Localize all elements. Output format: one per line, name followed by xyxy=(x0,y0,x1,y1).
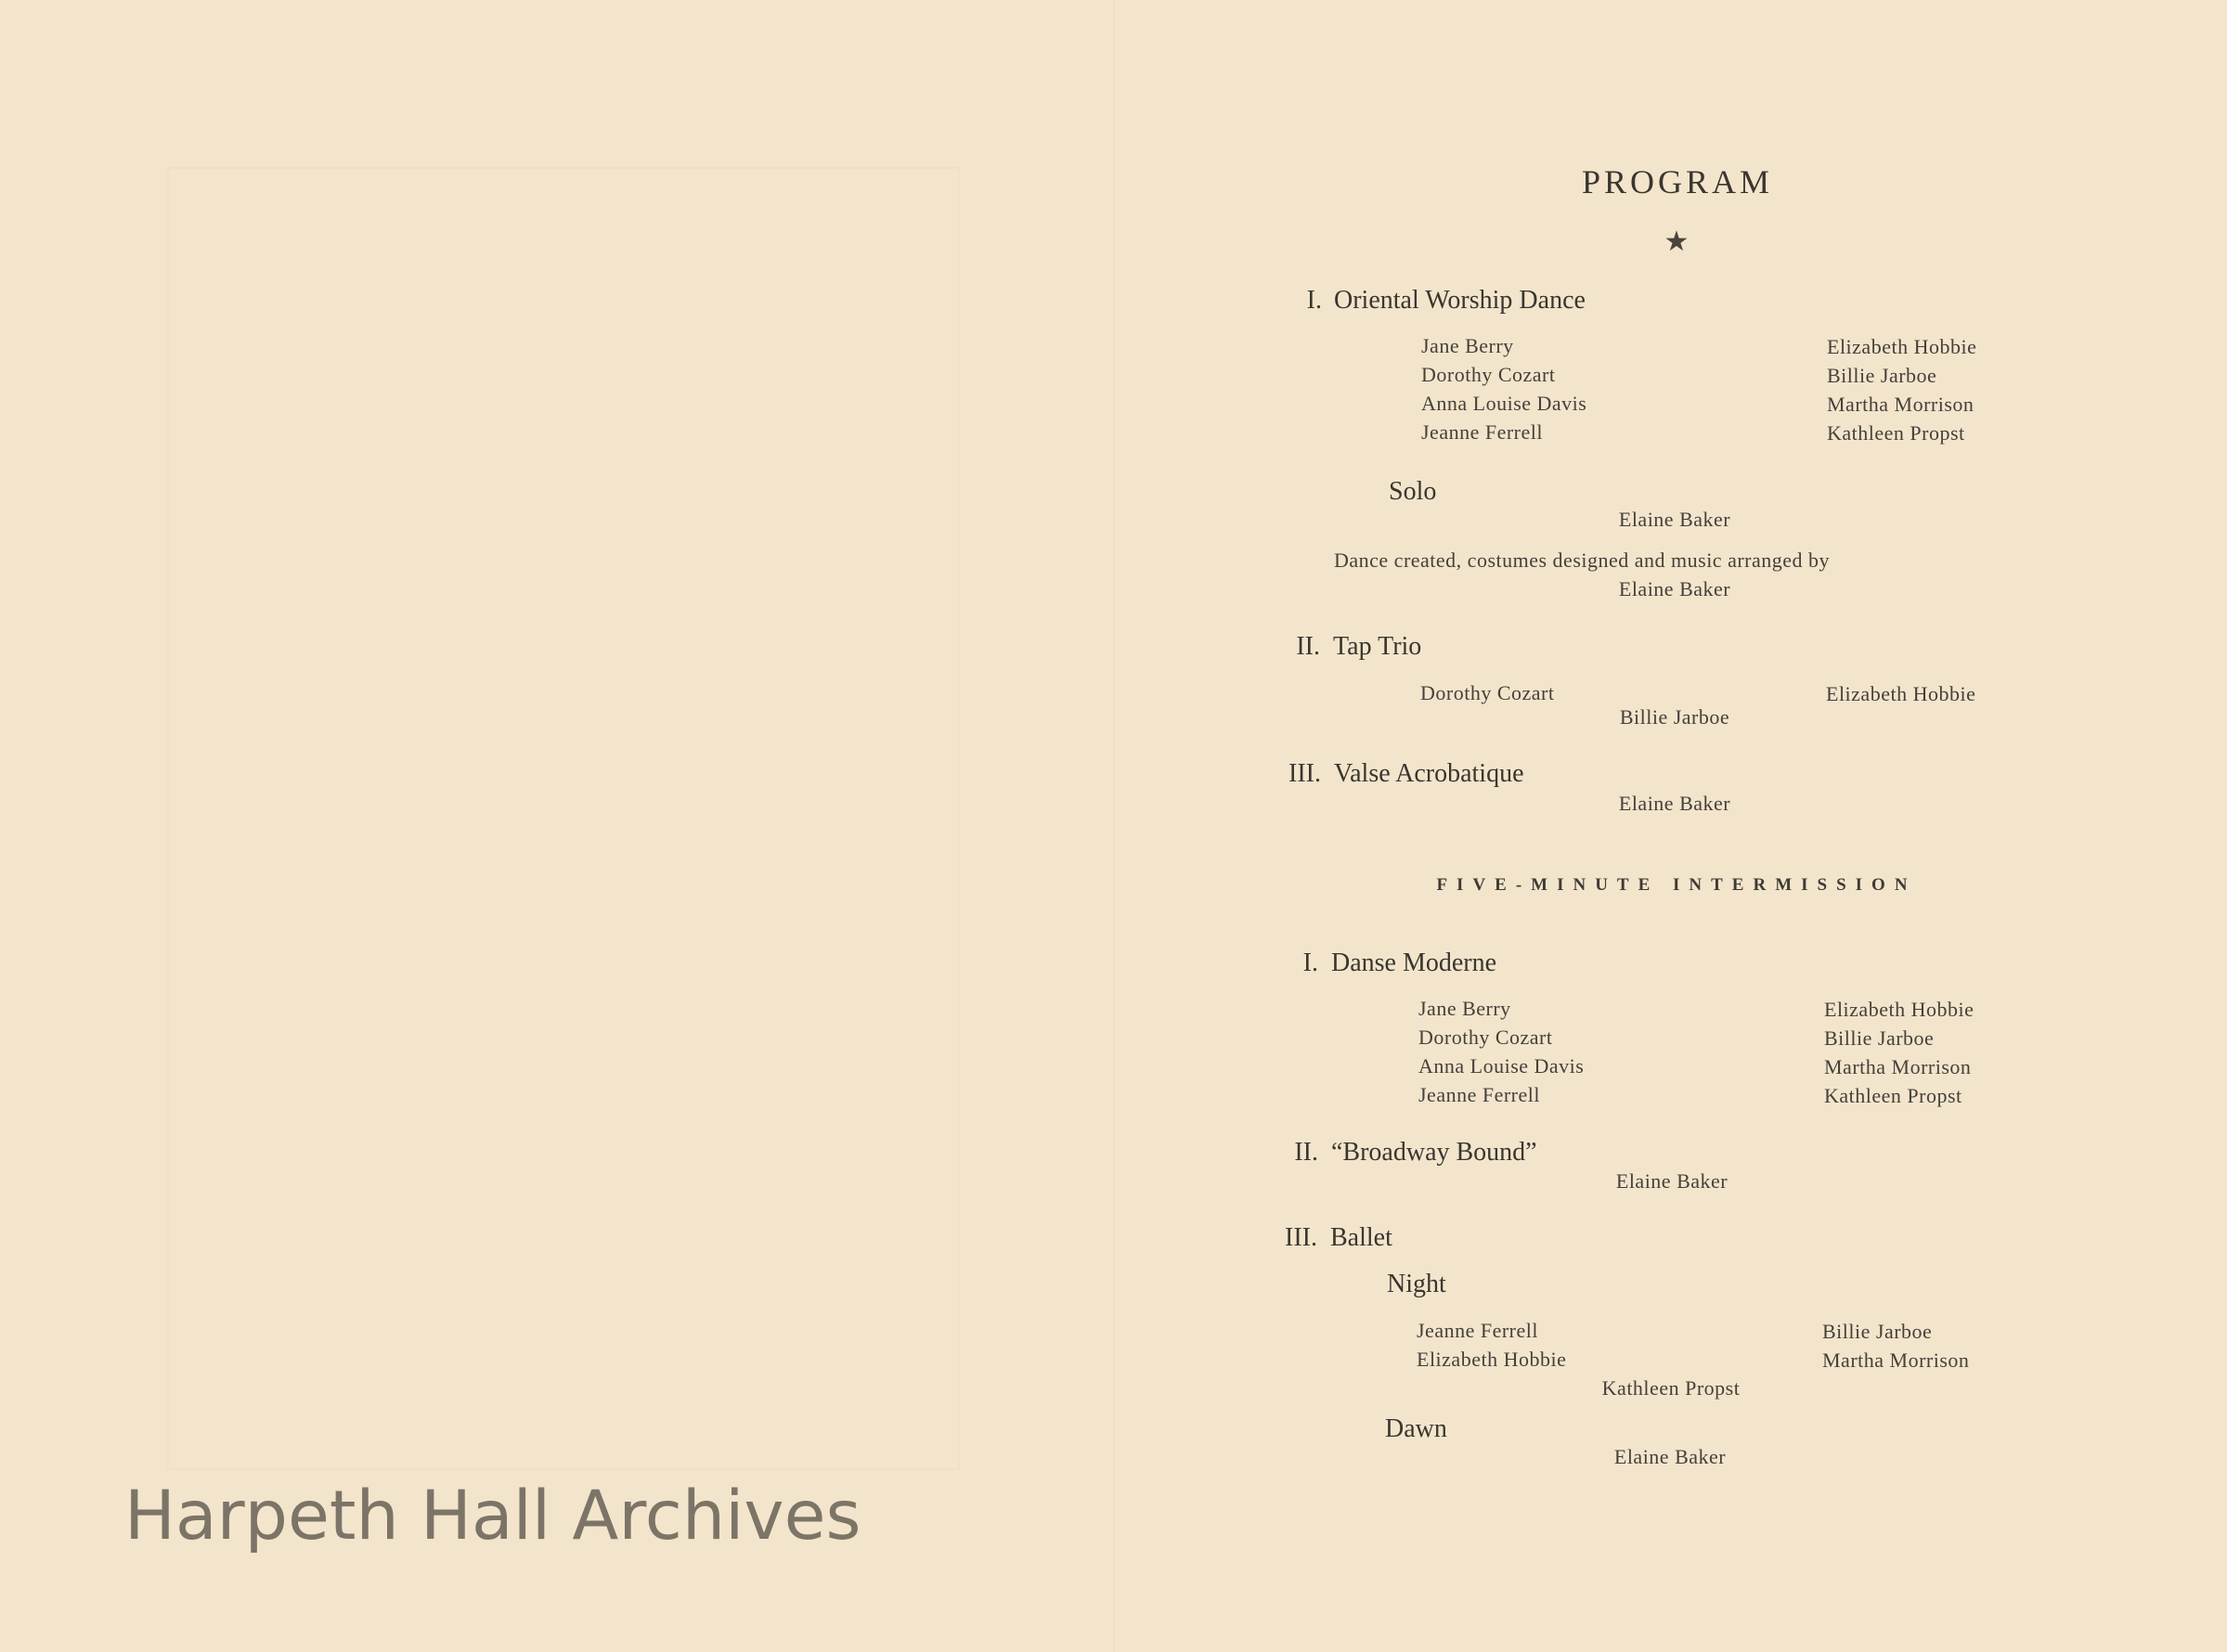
performer-name: Dorothy Cozart xyxy=(1421,363,1556,386)
item-title: Danse Moderne xyxy=(1331,949,1497,977)
star-icon: ★ xyxy=(1664,226,1690,257)
solo-label: Solo xyxy=(1389,477,1437,506)
archive-watermark: Harpeth Hall Archives xyxy=(124,1477,861,1555)
performer-name: Jane Berry xyxy=(1418,997,1511,1020)
performer-name: Dorothy Cozart xyxy=(1418,1026,1553,1049)
item-numeral: I. xyxy=(1302,949,1318,977)
item-numeral: III. xyxy=(1288,759,1321,788)
performer-name: Martha Morrison xyxy=(1827,393,1975,416)
item-numeral: II. xyxy=(1294,1138,1318,1167)
performer-name: Anna Louise Davis xyxy=(1421,392,1587,415)
night-label: Night xyxy=(1387,1270,1446,1298)
performer-name: Martha Morrison xyxy=(1822,1349,1970,1372)
item-numeral: I. xyxy=(1306,286,1322,315)
performer-name: Martha Morrison xyxy=(1824,1055,1972,1078)
item-title: “Broadway Bound” xyxy=(1331,1138,1537,1167)
dawn-label: Dawn xyxy=(1385,1414,1447,1443)
performer-name: Elaine Baker xyxy=(1615,1169,1729,1193)
credit-line: Dance created, costumes designed and music arranged by xyxy=(1334,549,1831,572)
performer-name: Elizabeth Hobbie xyxy=(1824,998,1975,1021)
performer-name: Elaine Baker xyxy=(1618,792,1731,815)
program-title: PROGRAM xyxy=(1581,163,1774,200)
performer-name: Jeanne Ferrell xyxy=(1417,1319,1538,1342)
item-title: Oriental Worship Dance xyxy=(1334,286,1586,315)
credit-name: Elaine Baker xyxy=(1618,577,1731,600)
performer-name: Elizabeth Hobbie xyxy=(1827,335,1977,358)
item-title: Ballet xyxy=(1330,1223,1392,1252)
performer-name: Dorothy Cozart xyxy=(1420,681,1555,704)
item-title: Tap Trio xyxy=(1333,632,1422,661)
performer-name: Jane Berry xyxy=(1421,334,1514,357)
performer-name: Elizabeth Hobbie xyxy=(1826,682,1976,705)
performer-name: Billie Jarboe xyxy=(1824,1026,1935,1050)
item-numeral: II. xyxy=(1296,632,1320,661)
performer-name: Billie Jarboe xyxy=(1619,705,1730,729)
page-fold xyxy=(1113,0,1115,1652)
performer-name: Kathleen Propst xyxy=(1601,1376,1741,1400)
item-title: Valse Acrobatique xyxy=(1334,759,1524,788)
performer-name: Jeanne Ferrell xyxy=(1418,1083,1540,1106)
performer-name: Anna Louise Davis xyxy=(1418,1054,1585,1078)
bleed-through-frame xyxy=(167,167,960,1470)
performer-name: Kathleen Propst xyxy=(1827,421,1965,445)
performer-name: Jeanne Ferrell xyxy=(1421,420,1543,444)
performer-name: Kathleen Propst xyxy=(1824,1084,1962,1107)
solo-performer: Elaine Baker xyxy=(1618,508,1731,531)
performer-name: Elaine Baker xyxy=(1613,1445,1727,1468)
performer-name: Billie Jarboe xyxy=(1827,364,1937,387)
performer-name: Elizabeth Hobbie xyxy=(1417,1348,1567,1371)
performer-name: Billie Jarboe xyxy=(1822,1320,1933,1343)
intermission-label: FIVE-MINUTE INTERMISSION xyxy=(1436,875,1917,895)
item-numeral: III. xyxy=(1285,1223,1317,1252)
